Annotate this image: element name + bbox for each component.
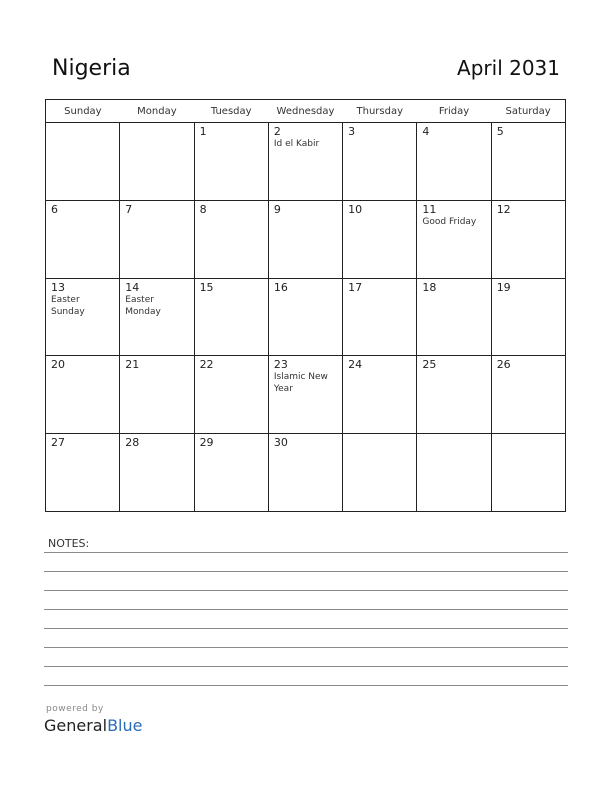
day-number: 4 [422,125,430,138]
calendar-day-cell [46,356,120,434]
day-number: 13 [51,280,65,294]
weekday-friday: Friday [417,100,491,123]
powered-by-text: powered by [46,704,104,714]
calendar-week-row [46,356,566,434]
note-line [44,590,568,591]
weekday-thursday: Thursday [343,100,417,123]
day-number: 10 [348,202,363,216]
day-number: 30 [273,436,288,450]
calendar-day-cell [46,434,120,512]
calendar-day-cell [194,123,268,201]
calendar-grid [45,99,566,512]
calendar-day-cell [343,200,417,278]
calendar-day-cell [120,434,194,512]
note-line [44,628,568,629]
generalblue-logo [44,716,142,735]
day-number: 27 [51,436,65,450]
note-line [44,609,568,610]
calendar-day-cell [46,278,120,356]
day-number: 21 [125,358,140,372]
holiday-label: Easter Sunday [51,294,85,317]
calendar-day-cell [491,123,565,201]
holiday-label: Good Friday [422,216,477,227]
calendar-day-cell [491,434,565,512]
day-number: 28 [125,436,140,450]
day-number: 25 [422,358,437,372]
calendar-day-cell [343,123,417,201]
note-line [44,571,568,572]
calendar-week-row [46,278,566,356]
day-number: 15 [199,280,214,294]
day-number: 16 [273,280,288,294]
calendar-day-cell [491,200,565,278]
calendar-day-cell [417,356,491,434]
calendar-day-cell [343,278,417,356]
day-number: 26 [496,358,511,372]
day-number: 24 [348,358,363,372]
day-number: 18 [422,280,437,294]
day-number: 5 [496,125,504,138]
calendar-day-cell [194,434,268,512]
brand-blue-text: Blue [107,716,143,735]
weekday-monday: Monday [120,100,194,123]
day-number: 2 [273,125,281,138]
day-number: 3 [348,125,356,138]
calendar-day-cell [343,434,417,512]
weekday-tuesday: Tuesday [194,100,268,123]
day-number: 19 [496,280,511,294]
calendar-day-cell [343,356,417,434]
calendar-country-title: Nigeria [52,56,131,81]
calendar-month-title: April 2031 [457,56,560,80]
day-number: 20 [51,358,65,372]
holiday-label: Easter Monday [125,294,161,317]
day-number: 22 [199,358,214,372]
calendar-day-cell [46,200,120,278]
brand-general-text: General [44,716,108,735]
holiday-label: Islamic New Year [273,372,328,395]
day-number: 29 [199,436,214,450]
note-line [44,552,568,553]
day-number: 17 [348,280,363,294]
day-number: 1 [199,125,207,138]
day-number: 14 [125,280,140,294]
calendar-day-cell [194,278,268,356]
weekday-header-row [46,100,566,123]
day-number: 7 [125,202,133,216]
calendar-day-cell [268,356,342,434]
day-number: 23 [273,358,288,372]
calendar-day-cell [417,278,491,356]
weekday-sunday: Sunday [46,100,120,123]
calendar-day-cell [194,200,268,278]
holiday-label: Id el Kabir [273,139,320,149]
calendar-day-cell [491,278,565,356]
note-line [44,685,568,686]
calendar-day-cell [491,356,565,434]
calendar-day-cell [417,200,491,278]
day-number: 11 [422,202,437,216]
calendar-day-cell [268,123,342,201]
calendar-week-row [46,434,566,512]
day-number: 6 [51,202,58,216]
calendar-day-cell [268,200,342,278]
calendar-day-cell [268,434,342,512]
day-number: 12 [496,202,511,216]
weekday-saturday: Saturday [491,100,565,123]
calendar-day-cell [120,278,194,356]
note-line [44,666,568,667]
notes-label: NOTES: [48,537,90,550]
calendar-week-row [46,123,566,201]
calendar-day-cell [194,356,268,434]
calendar-day-cell [46,123,120,201]
calendar-day-cell [268,278,342,356]
calendar-day-cell [120,356,194,434]
calendar-day-cell [417,123,491,201]
day-number: 9 [273,202,281,216]
calendar-week-row [46,200,566,278]
note-line [44,647,568,648]
day-number: 8 [199,202,207,216]
calendar-day-cell [120,200,194,278]
calendar-day-cell [417,434,491,512]
calendar-day-cell [120,123,194,201]
calendar-body [46,123,566,512]
weekday-wednesday: Wednesday [268,100,342,123]
